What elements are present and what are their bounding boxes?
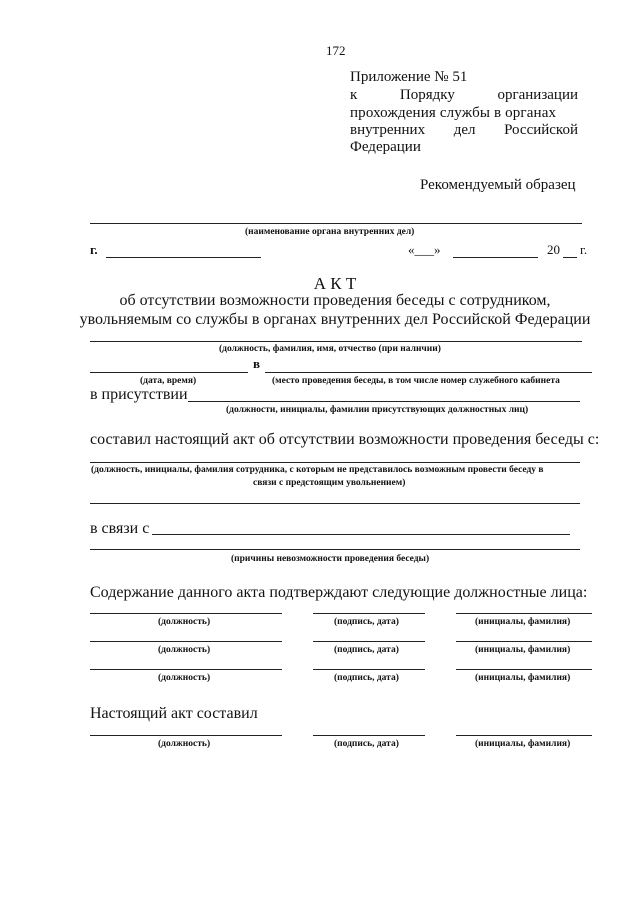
date-day: «___» (408, 242, 441, 257)
reason-line-2 (90, 549, 580, 550)
datetime-caption: (дата, время) (140, 376, 197, 386)
position-caption: (должность) (158, 645, 211, 655)
appendix-line-1: Приложение № 51 (350, 69, 468, 85)
place-line (265, 372, 592, 373)
name-caption: (инициалы, фамилия) (475, 645, 571, 655)
in-label: в (253, 356, 261, 371)
recommended-sample: Рекомендуемый образец (420, 177, 576, 193)
person-caption: (должность, фамилия, имя, отчество (при наличии) (219, 344, 441, 354)
presence-line (188, 401, 580, 402)
reason-label: в связи с (90, 520, 150, 537)
name-caption: (инициалы, фамилия) (475, 739, 571, 749)
city-prefix: г. (90, 242, 98, 257)
year-line (563, 257, 577, 258)
position-caption: (должность) (158, 739, 211, 749)
act-subtitle-2: увольняемым со службы в органах внутренних дел Российской Федерации (79, 311, 591, 328)
person-line (90, 341, 582, 342)
org-line (90, 223, 582, 224)
city-line (106, 257, 261, 258)
confirm-heading: Содержание данного акта подтверждают следующие должностные лица: (90, 584, 588, 601)
place-caption: (место проведения беседы, в том числе номер служебного кабинета (272, 376, 560, 386)
compiled-statement: составил настоящий акт об отсутствии возможности проведения беседы с: (90, 431, 600, 448)
appendix-line-3: прохождения службы в органах (350, 105, 557, 121)
signature-caption: (подпись, дата) (334, 617, 399, 627)
signature-caption: (подпись, дата) (334, 645, 399, 655)
employee-caption-1: (должность, инициалы, фамилия сотрудника, с которым не представилось возможным провести беседу в (91, 465, 544, 475)
act-subtitle-1: об отсутствии возможности проведения беседы с сотрудником, (119, 292, 551, 309)
signature-caption: (подпись, дата) (334, 673, 399, 683)
position-caption: (должность) (158, 617, 211, 627)
appendix-line-4: внутренних дел Российской (350, 122, 578, 138)
appendix-line-5: Федерации (350, 139, 421, 155)
datetime-line (90, 372, 248, 373)
name-caption: (инициалы, фамилия) (475, 617, 571, 627)
reason-caption: (причины невозможности проведения беседы) (231, 554, 430, 564)
signature-caption: (подпись, дата) (334, 739, 399, 749)
employee-line-2 (90, 503, 580, 504)
reason-line (152, 534, 570, 535)
presence-caption: (должности, инициалы, фамилии присутствующих должностных лиц) (226, 405, 529, 415)
year-suffix: г. (580, 242, 588, 257)
presence-label: в присутствии (90, 386, 188, 403)
position-caption: (должность) (158, 673, 211, 683)
appendix-line-2: к Порядку организации (350, 87, 578, 103)
composed-heading: Настоящий акт составил (90, 705, 258, 722)
act-title: А К Т (313, 274, 357, 293)
year-prefix: 20 (547, 242, 560, 257)
employee-line (90, 462, 580, 463)
org-caption: (наименование органа внутренних дел) (245, 227, 415, 237)
date-month-line (453, 257, 538, 258)
page-number: 172 (326, 43, 346, 58)
name-caption: (инициалы, фамилия) (475, 673, 571, 683)
employee-caption-2: связи с предстоящим увольнением) (253, 478, 406, 488)
